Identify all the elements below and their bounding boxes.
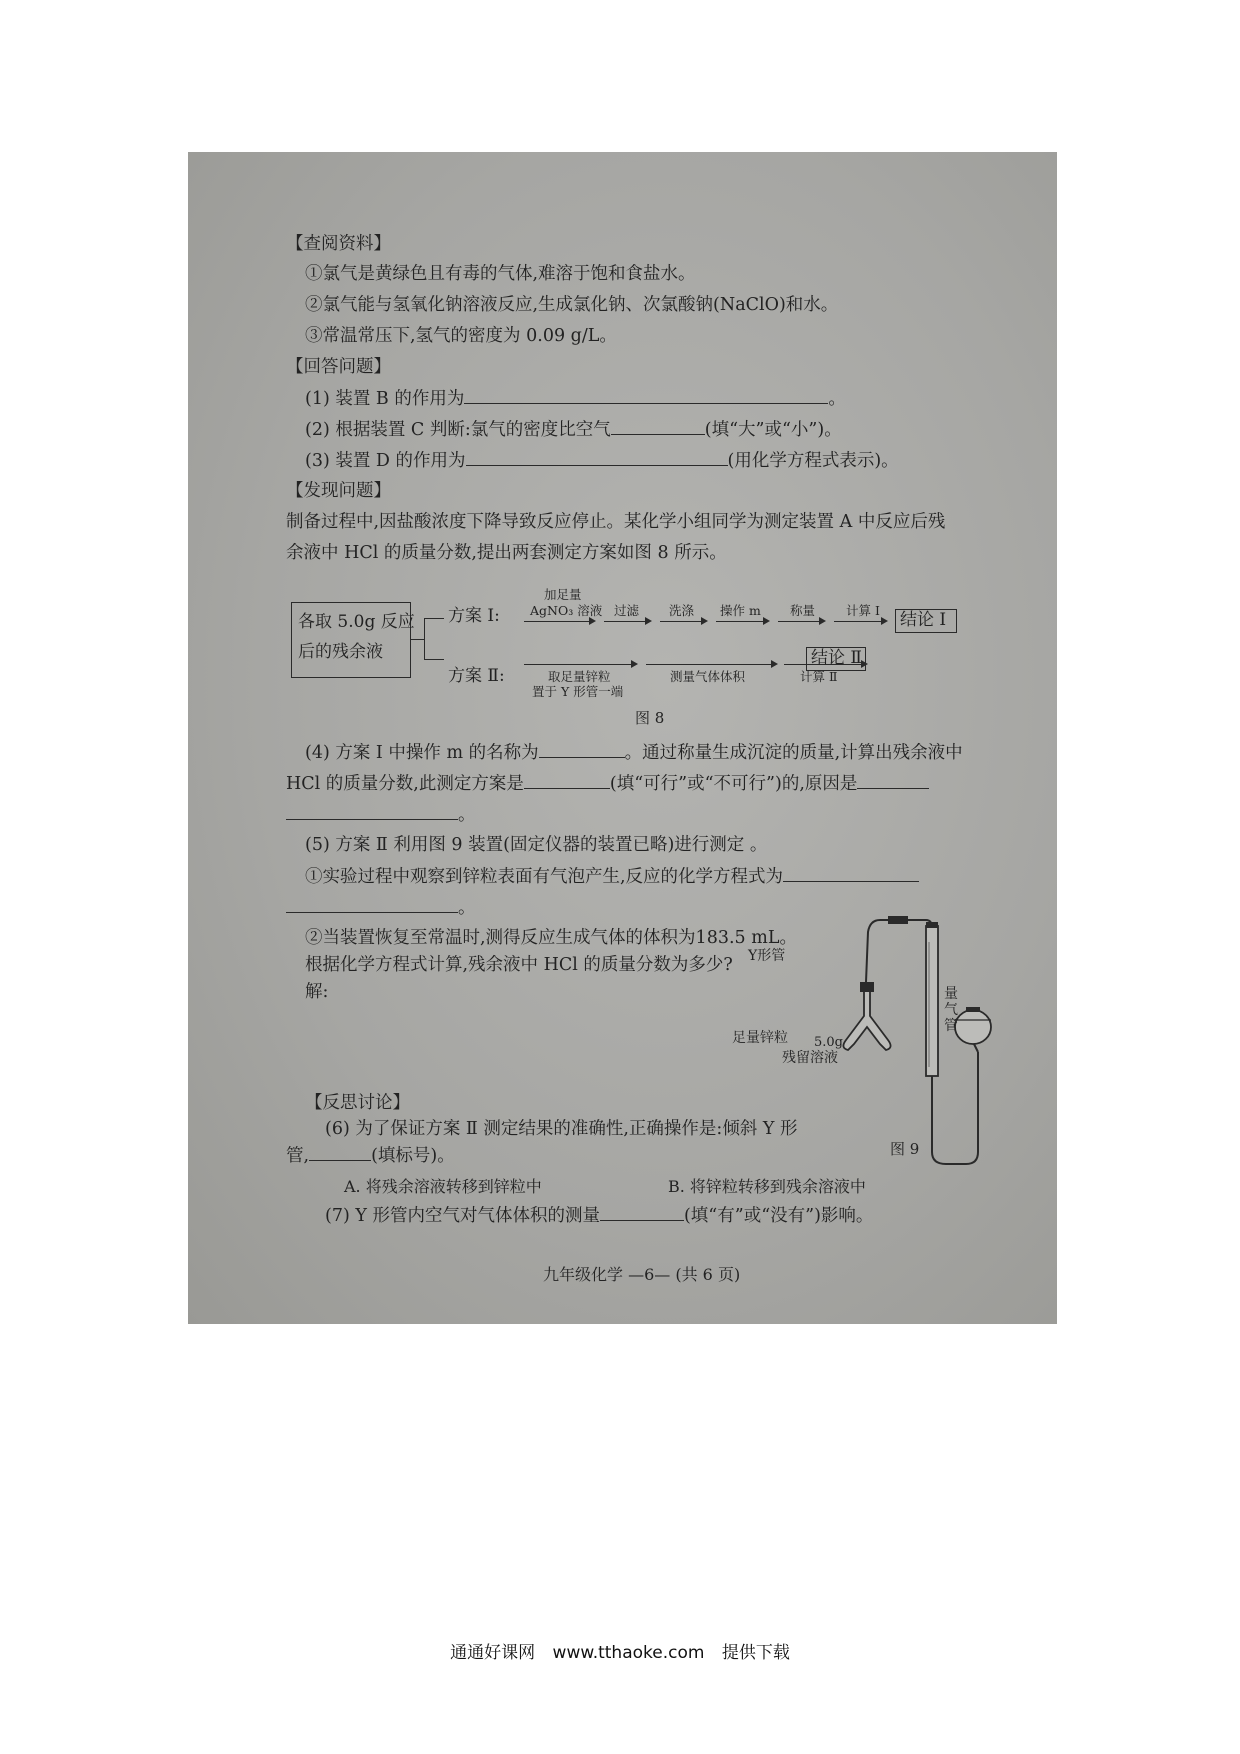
section-heading-discover: 【发现问题】	[286, 481, 391, 501]
question-5-sub-2-line-2: 根据化学方程式计算,残余液中 HCl 的质量分数为多少?	[305, 955, 733, 975]
plan-1-add-line-1: 加足量	[544, 587, 582, 602]
plan-2-label: 方案 Ⅱ:	[448, 666, 505, 686]
burette-top	[926, 922, 938, 928]
question-5-sub-2: ②当装置恢复至常温时,测得反应生成气体的体积为183.5 mL。	[305, 928, 797, 948]
answer-blank-5a[interactable]	[783, 865, 919, 882]
gas-burette	[926, 926, 938, 1076]
figure-9-caption: 图 9	[890, 1140, 920, 1158]
answer-blank-4b[interactable]	[524, 772, 610, 789]
plan-1-arrow-3	[660, 621, 706, 622]
label-y-tube: Y形管	[748, 948, 786, 964]
question-2	[305, 418, 842, 441]
answer-blank-6[interactable]	[309, 1144, 371, 1161]
conclusion-2-label: 结论 Ⅱ	[811, 648, 862, 668]
question-6-line-1: (6) 为了保证方案 Ⅱ 测定结果的准确性,正确操作是:倾斜 Y 形	[325, 1119, 798, 1139]
question-3-end: (用化学方程式表示)。	[727, 451, 899, 471]
section-heading-reference: 【查阅资料】	[286, 234, 391, 254]
label-solution: 残留溶液	[782, 1050, 838, 1066]
answer-blank-2[interactable]	[611, 418, 705, 435]
answer-blank-1[interactable]	[464, 387, 828, 404]
question-3-text: (3) 装置 D 的作用为	[305, 451, 466, 471]
plan-1-arrow-2	[604, 621, 650, 622]
plan-2-step-2: 测量气体体积	[670, 669, 746, 684]
watermark-url[interactable]: www.tthaoke.com	[552, 1643, 705, 1663]
question-4-line-2	[286, 772, 929, 795]
answer-blank-4d[interactable]	[286, 803, 458, 820]
label-zinc: 足量锌粒	[732, 1030, 788, 1046]
plan-2-step-3: 计算 Ⅱ	[800, 669, 838, 684]
question-2-end: (填“大”或“小”)。	[704, 420, 842, 440]
funnel-neck	[966, 1007, 980, 1012]
figure-9-apparatus	[818, 912, 998, 1172]
reference-item-2: ②氯气能与氢氧化钠溶液反应,生成氯化钠、次氯酸钠(NaClO)和水。	[305, 295, 839, 315]
plan-1-step-wash: 洗涤	[669, 603, 695, 618]
plan-1-arrow-5	[778, 621, 824, 622]
answer-blank-5b[interactable]	[286, 896, 458, 913]
question-7-text: (7) Y 形管内空气对气体体积的测量	[325, 1206, 600, 1226]
answer-blank-4c[interactable]	[857, 772, 929, 789]
label-solution-mass: 5.0g	[814, 1035, 843, 1050]
question-4-line-3	[286, 803, 476, 826]
question-5-sub-1-end: 。	[458, 898, 476, 918]
reference-item-1: ①氯气是黄绿色且有毒的气体,难溶于饱和食盐水。	[305, 264, 696, 284]
question-4-line-3-end: 。	[458, 805, 476, 825]
branch-spine	[424, 618, 425, 660]
question-7-end: (填“有”或“没有”)影响。	[683, 1206, 874, 1226]
exam-page-photo	[188, 152, 1057, 1324]
watermark-site-name: 通通好课网	[450, 1643, 536, 1663]
figure-8-caption: 图 8	[635, 709, 665, 727]
plan-1-step-weigh: 称量	[790, 603, 816, 618]
question-4-text-cont: 。通过称量生成沉淀的质量,计算出残余液中	[624, 743, 963, 763]
branch-top	[424, 618, 444, 619]
option-a: A. 将残余溶液转移到锌粒中	[344, 1177, 542, 1196]
question-4-line-1	[305, 741, 963, 764]
plan-2-step-1-line-1: 取足量锌粒	[548, 669, 611, 684]
leveling-funnel	[955, 1010, 991, 1044]
plan-1-arrow-1	[524, 621, 594, 622]
question-7	[325, 1204, 873, 1227]
discover-paragraph-line-1: 制备过程中,因盐酸浓度下降导致反应停止。某化学小组同学为测定装置 A 中反应后残	[286, 512, 946, 532]
question-5-sub-1-cont	[286, 896, 476, 919]
question-5-intro: (5) 方案 Ⅱ 利用图 9 装置(固定仪器的装置已略)进行测定 。	[305, 835, 768, 855]
question-6-line-2-text: 管,	[286, 1146, 310, 1166]
question-2-text: (2) 根据装置 C 判断:氯气的密度比空气	[305, 420, 611, 440]
stopper	[860, 982, 874, 992]
branch-bottom	[424, 659, 444, 660]
question-5-sub-1-text: ①实验过程中观察到锌粒表面有气泡产生,反应的化学方程式为	[305, 867, 784, 887]
rubber-connector	[888, 916, 908, 924]
watermark-tail: 提供下载	[721, 1643, 790, 1663]
plan-1-label: 方案 Ⅰ:	[448, 606, 500, 626]
plan-2-arrow-1	[524, 664, 636, 665]
answer-blank-4a[interactable]	[539, 741, 625, 758]
download-watermark	[0, 1638, 1240, 1663]
plan-1-step-calc: 计算 Ⅰ	[846, 603, 880, 618]
question-1	[305, 387, 846, 410]
label-gas-tube: 量气管	[944, 986, 958, 1034]
delivery-tube-left	[866, 920, 908, 982]
plan-2-step-1-line-2: 置于 Y 形管一端	[532, 684, 624, 699]
question-4-text: (4) 方案 Ⅰ 中操作 m 的名称为	[305, 743, 539, 763]
question-3	[305, 449, 899, 472]
question-1-text: (1) 装置 B 的作用为	[305, 389, 465, 409]
question-6-line-2-end: (填标号)。	[371, 1146, 455, 1166]
page-number-footer: 九年级化学 —6— (共 6 页)	[543, 1265, 741, 1284]
question-6-line-2	[286, 1144, 455, 1167]
discover-paragraph-line-2: 余液中 HCl 的质量分数,提出两套测定方案如图 8 所示。	[286, 543, 727, 563]
plan-1-step-m: 操作 m	[720, 603, 761, 618]
answer-blank-3[interactable]	[466, 449, 728, 466]
start-box-line-2: 后的残余液	[298, 642, 383, 662]
section-heading-reflect: 【反思讨论】	[305, 1093, 410, 1113]
reference-item-3: ③常温常压下,氢气的密度为 0.09 g/L。	[305, 326, 617, 346]
section-heading-answer: 【回答问题】	[286, 357, 391, 377]
question-4-line-2-mid: (填“可行”或“不可行”)的,原因是	[609, 774, 858, 794]
rubber-hose	[932, 1052, 978, 1164]
question-5-sub-1	[305, 865, 919, 888]
question-5-solve: 解:	[305, 982, 329, 1002]
plan-1-step-filter: 过滤	[614, 603, 640, 618]
start-box-line-1: 各取 5.0g 反应	[298, 612, 415, 632]
option-b: B. 将锌粒转移到残余溶液中	[668, 1177, 866, 1196]
plan-2-arrow-2	[646, 664, 776, 665]
question-1-end: 。	[828, 389, 846, 409]
answer-blank-7[interactable]	[600, 1204, 684, 1221]
conclusion-1-label: 结论 Ⅰ	[900, 610, 947, 630]
plan-1-add-line-2: AgNO₃ 溶液	[530, 603, 603, 618]
question-4-line-2-text: HCl 的质量分数,此测定方案是	[286, 774, 524, 794]
branch-stem	[410, 639, 424, 640]
plan-1-arrow-4	[716, 621, 768, 622]
plan-1-arrow-6	[834, 621, 886, 622]
y-shaped-tube	[843, 992, 890, 1050]
funnel-stem	[974, 1044, 978, 1052]
